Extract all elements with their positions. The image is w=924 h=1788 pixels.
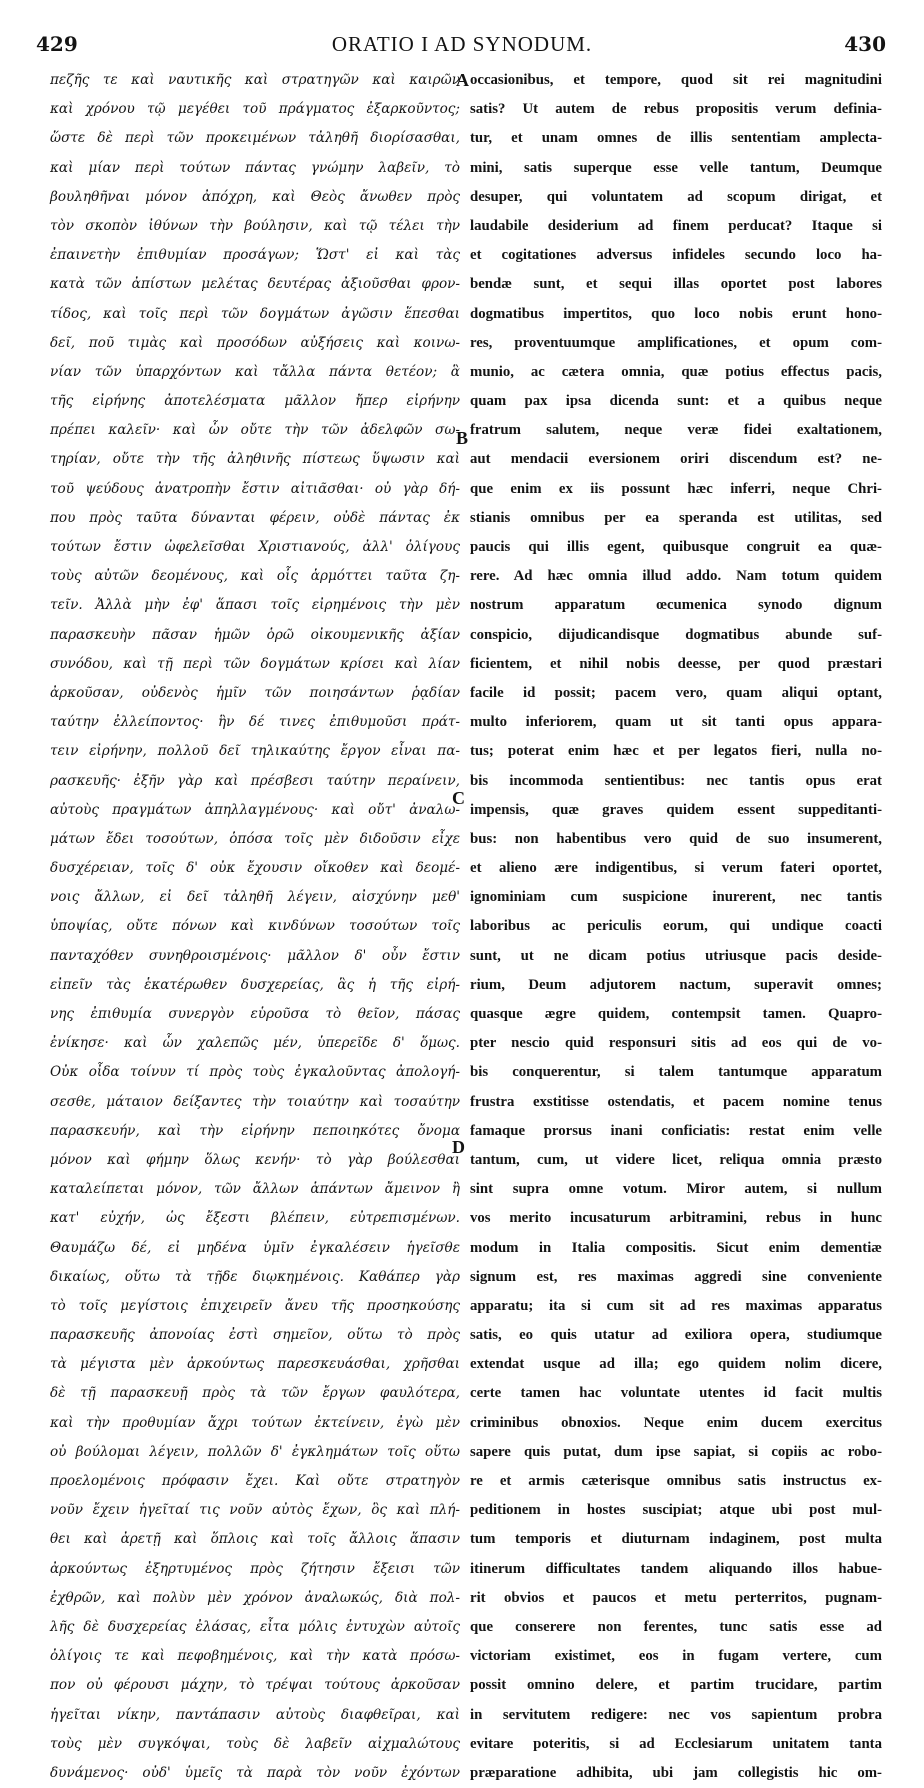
text-line: rium, Deum adjutorem nactum, superavit omnes;: [470, 976, 882, 993]
running-title: ORATIO I AD SYNODUM.: [331, 32, 593, 56]
text-line: συνόδου, καὶ τῇ περὶ τῶν δογμάτων κρίσει καὶ λίαν: [50, 655, 460, 672]
text-line: apparatu; ita si cum sit ad res maximas apparatus: [470, 1297, 882, 1314]
text-line: νοῦν ἔχειν ἡγεῖταί τις νοῦν αὐτὸς ἔχων, ὃς καὶ πλή-: [50, 1502, 460, 1519]
text-line: κατὰ τῶν ἀπίστων μελέτας δευτέρας ἀξιοῦσθαι φρον-: [50, 276, 460, 293]
text-line: satis? Ut autem de rebus propositis verum definia-: [470, 101, 882, 118]
text-line: conspicio, dijudicandisque dogmatibus abunde suf-: [470, 626, 882, 643]
text-line: μόνον καὶ φήμην ὅλως κενήν· τὸ γὰρ βούλεσθαι: [50, 1151, 460, 1168]
text-line: νίαν τῶν ὑπαρχόντων καὶ τἄλλα πάντα θετέον; ἃ: [50, 363, 460, 380]
text-line: λῆς δὲ δυσχερείας ἐλάσας, εἶτα μόλις ἐντυχὼν αὐτοῖς: [50, 1618, 460, 1635]
text-line: ρασκευῆς· ἐξῆν γὰρ καὶ πρέσβεσι ταύτην περαίνειν,: [50, 772, 460, 789]
text-line: quam pax ipsa dicenda sunt: et a quibus neque: [470, 393, 882, 410]
text-line: νοις ἄλλων, εἰ δεῖ τἀληθῆ λέγειν, αἰσχύνην μεθ': [50, 889, 460, 906]
text-line: bis incommoda sentientibus: nec tantis opus erat: [470, 772, 882, 789]
text-line: ὀλίγοις τε καὶ πεφοβημένοις, καὶ τὴν κατὰ πρόσω-: [50, 1648, 460, 1665]
section-marker-b: B: [456, 428, 469, 448]
text-line: occasionibus, et tempore, quod sit rei magnitudini: [470, 72, 882, 88]
text-line: vos merito incusaturum arbitramini, rebus in hunc: [470, 1210, 882, 1227]
text-line: Θαυμάζω δέ, εἰ μηδένα ὑμῖν ἐγκαλέσειν ἡγεῖσθε: [50, 1239, 460, 1256]
text-line: καὶ χρόνου τῷ μεγέθει τοῦ πράγματος ἐξαρκοῦντος;: [50, 101, 460, 118]
page-number-left: 429: [36, 32, 78, 56]
text-line: extendat usque ad illa; ego quidem nolim dicere,: [470, 1356, 882, 1373]
text-line: ἐπαινετὴν ἐπιθυμίαν προσάγων; Ὥστ' εἰ καὶ τὰς: [50, 247, 460, 264]
text-line: δυσχέρειαν, τοῖς δ' οὐκ ἔχουσιν οἴκοθεν καὶ δεομέ-: [50, 860, 460, 877]
text-line: mini, satis superque esse velle tantum, Deumque: [470, 159, 882, 176]
text-line: καὶ μίαν περὶ τούτων πάντας γνώμην λαβεῖν, τὸ: [50, 159, 460, 176]
text-line: præparatione adhibita, ubi jam collegistis hic om-: [470, 1764, 882, 1781]
text-line: κατ' εὐχήν, ὡς ἔξεστι βλέπειν, εὐτρεπισμένων.: [50, 1210, 460, 1227]
greek-text-column: [50, 66, 460, 1788]
text-line: sapere quis putat, dum ipse sapiat, si copiis ac robo-: [470, 1443, 882, 1460]
text-line: τὸν σκοπὸν ἰθύνων τὴν βούλησιν, καὶ τῷ τέλει τὴν: [50, 217, 460, 234]
text-line: τειν εἰρήνην, πολλοῦ δεῖ τηλικαύτης ἔργον εἶναι πα-: [50, 743, 460, 760]
text-line: δὲ τῇ παρασκευῇ πρὸς τὰ τῶν ἔργων φαυλότερα,: [50, 1385, 460, 1402]
text-line: αὐτοὺς πραγμάτων ἀπηλλαγμένους· καὶ οὔτ' ἀναλω-: [50, 801, 460, 818]
text-line: παρασκευὴν πᾶσαν ἡμῶν ὁρῶ οἰκουμενικῆς ἀξίαν: [50, 626, 460, 643]
text-line: laudabile desiderium ad finem perducat? Itaque si: [470, 217, 882, 234]
text-line: et cogitationes adversus infideles secundo loco ha-: [470, 247, 882, 264]
text-line: bis conquerentur, si talem tantumque apparatum: [470, 1064, 882, 1081]
text-line: βουληθῆναι μόνον ἀπόχρη, καὶ Θεὸς ἄνωθεν πρὸς: [50, 188, 460, 205]
text-line: itinerum difficultates tandem aliquando illos habue-: [470, 1560, 882, 1577]
text-line: facile id possit; pacem vero, quam aliqui optant,: [470, 684, 882, 701]
text-line: ἐνίκησε· καὶ ὧν χαλεπῶς μέν, ὑπερεῖδε δ' ὅμως.: [50, 1035, 460, 1052]
text-line: ταύτην ἐλλείποντος· ἣν δέ τινες ἐπιθυμοῦσι πράτ-: [50, 714, 460, 731]
text-line: modum in Italia compositis. Sicut enim dementiæ: [470, 1239, 882, 1256]
text-line: re et armis cæterisque omnibus satis instructus ex-: [470, 1473, 882, 1489]
text-line: τίδος, καὶ τοῖς περὶ τῶν δογμάτων ἀγῶσιν ἕπεσθαι: [50, 305, 460, 322]
text-line: προελομένοις πρόφασιν ἔχει. Καὶ οὔτε στρατηγὸν: [50, 1473, 460, 1489]
running-header: [32, 32, 892, 62]
text-line: οὐ βούλομαι λέγειν, πολλῶν δ' ἐγκλημάτων τοῖς οὕτω: [50, 1443, 460, 1460]
text-line: ἀρκοῦσαν, οὐδενὸς ἡμῖν τῶν ποιησάντων ῥᾳδίαν: [50, 684, 460, 701]
text-line: tus; poterat enim hæc et per legatos fieri, nulla no-: [470, 743, 882, 760]
text-line: rit obvios et paucos et metu perterritos, pugnam-: [470, 1589, 882, 1606]
text-line: satis, eo quis utatur ad exiliora opera, studiumque: [470, 1327, 882, 1344]
text-line: που πρὸς ταῦτα δύνανται φέρειν, οὐδὲ πάντας ἐκ: [50, 509, 460, 526]
text-line: que enim ex iis possunt hæc inferri, neque Chri-: [470, 480, 882, 497]
text-line: certe tamen hac voluntate utentes id facit multis: [470, 1385, 882, 1402]
text-line: victoriam existimet, eos in fugam vertere, cum: [470, 1648, 882, 1665]
section-marker-a: A: [456, 70, 469, 90]
text-line: in servitutem redigere: nec vos sapientum probra: [470, 1706, 882, 1723]
text-line: ὥστε δὲ περὶ τῶν προκειμένων τἀληθῆ διορίσασθαι,: [50, 130, 460, 147]
text-line: fratrum salutem, neque veræ fidei exaltationem,: [470, 422, 882, 439]
text-line: δυνάμενος· οὐδ' ὑμεῖς τὰ παρὰ τὸν νοῦν ἐχόντων: [50, 1764, 460, 1781]
text-line: τηρίαν, οὔτε τὴν τῆς ἀληθινῆς πίστεως ὕψωσιν καὶ: [50, 451, 460, 468]
text-line: ἡγεῖται νίκην, παντάπασιν αὐτοὺς διαφθεῖραι, καὶ: [50, 1706, 460, 1723]
text-line: quasque ægre quidem, contempsit tamen. Quapro-: [470, 1006, 882, 1022]
text-line: πεζῆς τε καὶ ναυτικῆς καὶ στρατηγῶν καὶ καιρῶν: [50, 72, 460, 88]
text-line: stianis omnibus per ea speranda est utilitas, sed: [470, 509, 882, 526]
text-line: τοὺς αὐτῶν δεομένους, καὶ οἷς ἁρμόττει ταῦτα ζη-: [50, 568, 460, 585]
text-line: παρασκευήν, καὶ τὴν εἰρήνην πεποιηκότες ὄνομα: [50, 1122, 460, 1139]
text-line: munio, ac cætera omnia, quæ potius effectus pacis,: [470, 363, 882, 380]
text-line: sint supra omne votum. Miror autem, si nullum: [470, 1181, 882, 1198]
page-number-right: 430: [844, 32, 886, 56]
text-line: bendæ sunt, et sequi illas oportet post labores: [470, 276, 882, 293]
text-line: ignominiam cum suspicione inurerent, nec tantis: [470, 889, 882, 906]
text-line: εἰπεῖν τὰς ἑκατέρωθεν δυσχερείας, ἃς ἡ τῆς εἰρή-: [50, 976, 460, 993]
text-line: δεῖ, ποῦ τιμὰς καὶ προσόδων αὐξήσεις καὶ κοινω-: [50, 334, 460, 351]
text-line: πρέπει καλεῖν· καὶ ὧν οὔτε τὴν τῶν ἀδελφῶν σω-: [50, 422, 460, 439]
text-line: aut mendacii eversionem oriri discendum est? ne-: [470, 451, 882, 468]
text-line: peditionem in hostes suscipiat; atque ubi post mul-: [470, 1502, 882, 1519]
text-line: μάτων ἔδει τοσούτων, ὁπόσα τοῖς μὲν διδοῦσιν εἶχε: [50, 830, 460, 847]
text-line: bus: non habentibus vero quid de suo insumerent,: [470, 830, 882, 847]
text-line: καὶ τὴν προθυμίαν ἄχρι τούτων ἐκτείνειν, ἐγὼ μὲν: [50, 1414, 460, 1431]
text-line: tur, et unam omnes de illis sententiam amplecta-: [470, 130, 882, 147]
text-line: famaque prorsus inani conficiatis: restat enim velle: [470, 1122, 882, 1139]
section-marker-c: C: [452, 788, 465, 808]
text-line: dogmatibus impertitos, quo loco nobis erunt hono-: [470, 305, 882, 322]
text-line: ἐχθρῶν, καὶ πολὺν μὲν χρόνον ἀναλωκώς, διὰ πολ-: [50, 1589, 460, 1606]
section-marker-d: D: [452, 1137, 465, 1157]
text-line: rere. Ad hæc omnia illud addo. Nam totum quidem: [470, 568, 882, 585]
text-line: παρασκευῆς ἀπονοίας ἐστὶ σημεῖον, οὕτω τὸ πρὸς: [50, 1327, 460, 1344]
text-line: desuper, qui voluntatem ad scopum dirigat, et: [470, 188, 882, 205]
text-line: θει καὶ ἀρετῇ καὶ ὅπλοις καὶ τοῖς ἄλλοις ἅπασιν: [50, 1531, 460, 1548]
text-line: σεσθε, μάταιον δείξαντες τὴν τοιαύτην καὶ τοσαύτην: [50, 1093, 460, 1110]
text-line: τὸ τοῖς μεγίστοις ἐπιχειρεῖν ἄνευ τῆς προσηκούσης: [50, 1297, 460, 1314]
text-line: πανταχόθεν συνηθροισμένοις· μᾶλλον δ' οὖν ἔστιν: [50, 947, 460, 964]
text-line: τὰ μέγιστα μὲν ἀρκούντως παρεσκευάσθαι, χρῆσθαι: [50, 1356, 460, 1373]
text-line: nostrum apparatum œcumenica synodo dignum: [470, 597, 882, 614]
text-line: δικαίως, οὕτω τὰ τῇδε διῳκημένοις. Καθάπερ γὰρ: [50, 1268, 460, 1285]
text-line: laboribus ac periculis eorum, qui undique coacti: [470, 918, 882, 935]
latin-text-column: [470, 66, 882, 1788]
text-line: ὑποψίας, οὔτε πόνων καὶ κινδύνων τοσούτων τοῖς: [50, 918, 460, 935]
text-line: paucis qui illis egent, quibusque congruit ea quæ-: [470, 539, 882, 555]
text-line: νης ἐπιθυμία συνεργὸν εὑροῦσα τὸ θεῖον, πάσας: [50, 1006, 460, 1022]
text-line: sunt, ut ne dicam potius utriusque pacis deside-: [470, 947, 882, 964]
text-line: criminibus obnoxios. Neque enim ducem exercitus: [470, 1414, 882, 1431]
text-line: evitare poteritis, si ad Ecclesiarum unitatem tanta: [470, 1735, 882, 1752]
text-line: impensis, quæ graves quidem essent suppeditanti-: [470, 801, 882, 818]
text-line: multo inferiorem, quam ut sit tanti opus appara-: [470, 714, 882, 731]
text-line: tantum, cum, ut videre licet, reliqua omnia præsto: [470, 1151, 882, 1168]
text-line: τοῦ ψεύδους ἀνατροπὴν ἔστιν αἰτιᾶσθαι· οὐ γὰρ δή-: [50, 480, 460, 497]
text-line: res, proventuumque amplificationes, et opum com-: [470, 334, 882, 351]
text-line: πον οὐ φέρουσι μάχην, τὸ τρέψαι τούτους ἀρκοῦσαν: [50, 1677, 460, 1694]
text-line: pter nescio quid responsuri sitis ad eos qui de vo-: [470, 1035, 882, 1052]
text-line: frustra exstitisse ostendatis, et pacem nomine tenus: [470, 1093, 882, 1110]
text-line: Οὐκ οἶδα τοίνυν τί πρὸς τοὺς ἐγκαλοῦντας ἀπολογή-: [50, 1064, 460, 1081]
text-line: ἀρκούντως ἐξηρτυμένος πρὸς ζήτησιν ἔξεισι τῶν: [50, 1560, 460, 1577]
text-line: ficientem, et nihil nobis deesse, per quod præstari: [470, 655, 882, 672]
text-line: τοὺς μὲν συγκόψαι, τοὺς δὲ λαβεῖν αἰχμαλώτους: [50, 1735, 460, 1752]
text-line: que conserere non ferentes, tunc satis esse ad: [470, 1618, 882, 1635]
text-line: καταλείπεται μόνον, τῶν ἄλλων ἁπάντων ἄμεινον ἢ: [50, 1181, 460, 1198]
text-line: τούτων ἔστιν ὠφελεῖσθαι Χριστιανούς, ἀλλ' ὀλίγους: [50, 539, 460, 555]
text-line: tum temporis et diuturnam indaginem, post multa: [470, 1531, 882, 1548]
text-line: possit omnino delere, et partim trucidare, partim: [470, 1677, 882, 1694]
text-line: et alieno ære indigentibus, si verum fateri oportet,: [470, 860, 882, 877]
text-line: signum est, res maximas aggredi sine conveniente: [470, 1268, 882, 1285]
text-line: τῆς εἰρήνης ἀποτελέσματα μᾶλλον ἤπερ εἰρήνην: [50, 393, 460, 410]
text-line: τεῖν. Ἀλλὰ μὴν ἐφ' ἅπασι τοῖς εἰρημένοις τὴν μὲν: [50, 597, 460, 614]
